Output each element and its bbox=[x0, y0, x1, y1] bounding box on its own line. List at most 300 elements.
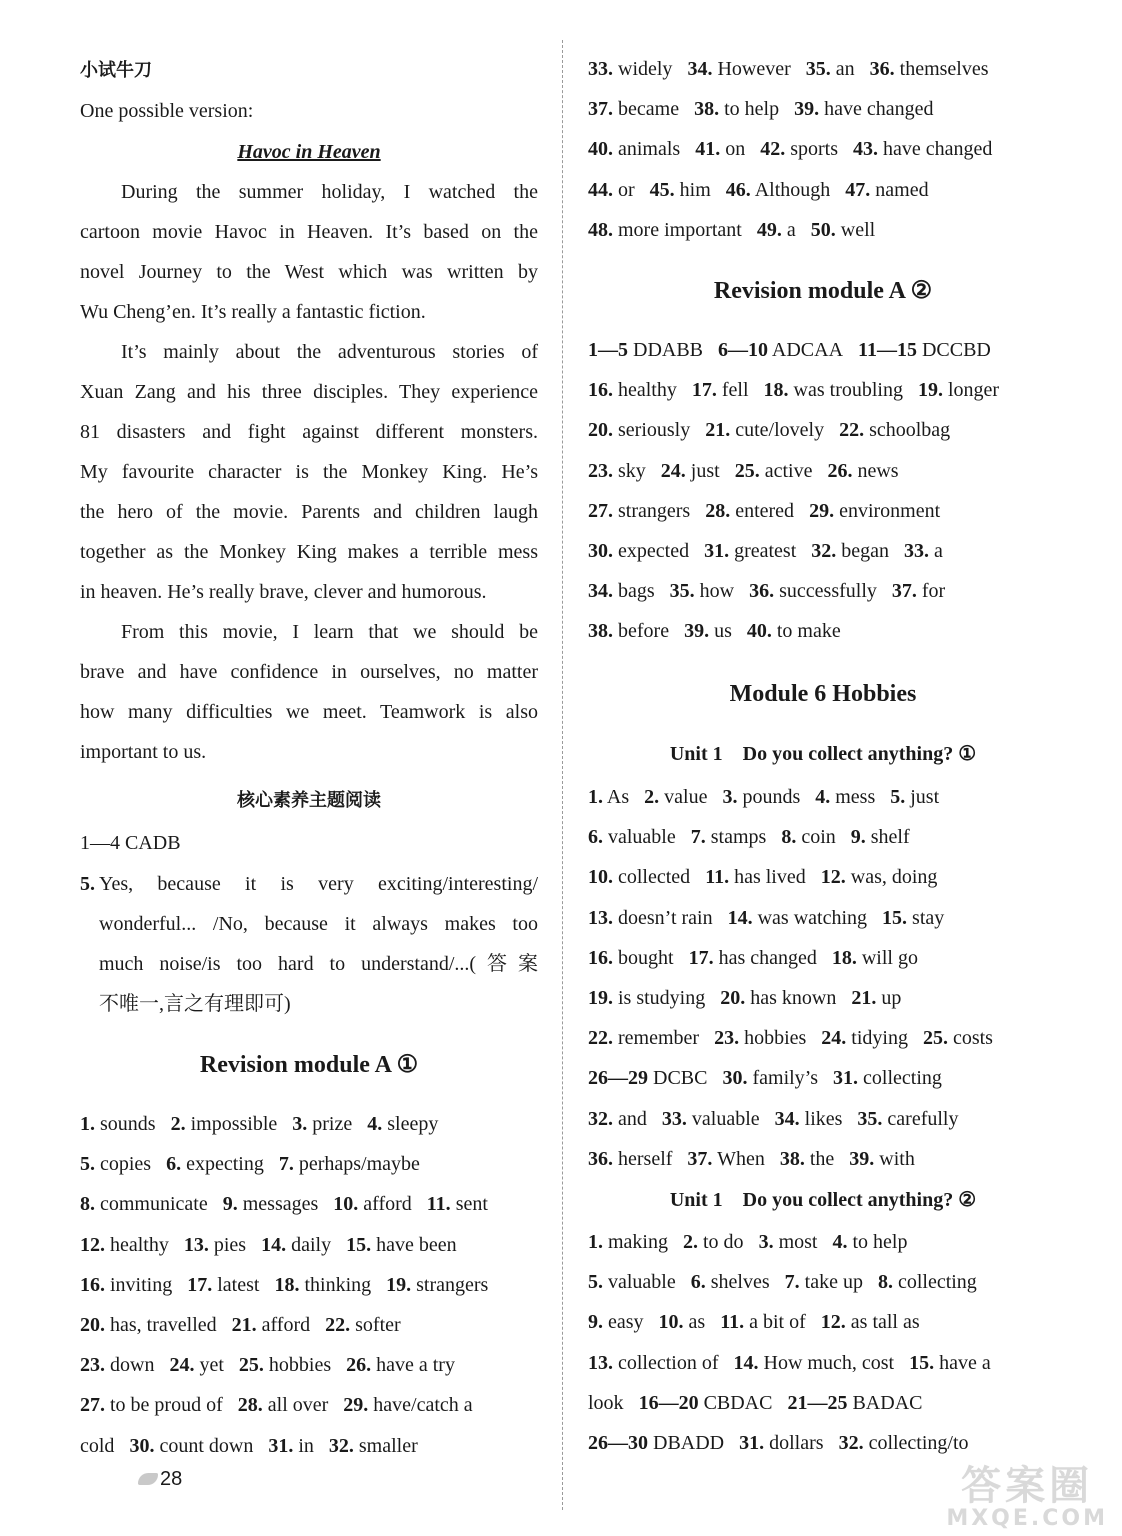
answer-row bbox=[80, 1312, 416, 1338]
essay-title: Havoc in Heaven bbox=[237, 141, 381, 163]
answer-row bbox=[588, 1065, 957, 1091]
answer-text: a bit of bbox=[749, 1311, 806, 1334]
answer-item bbox=[918, 379, 999, 401]
answer-number: 5. bbox=[80, 1153, 95, 1176]
answer-text: have/catch a bbox=[373, 1394, 473, 1417]
answer-text: became bbox=[618, 98, 680, 121]
answer-row bbox=[80, 1392, 488, 1418]
answer-item bbox=[821, 1027, 908, 1049]
answer-row bbox=[588, 217, 890, 243]
essay-line: My favourite character is the Monkey King. He’s bbox=[80, 461, 538, 483]
answer-text: Although bbox=[754, 178, 831, 201]
watermark-line-2: MXQE.COM bbox=[946, 1506, 1108, 1531]
answer-item bbox=[757, 219, 796, 241]
answer-text: When bbox=[717, 1147, 765, 1170]
answer-number: 8. bbox=[80, 1193, 95, 1216]
answer-text: on bbox=[725, 138, 746, 161]
answer-item bbox=[659, 1311, 706, 1333]
answer-text: How much, cost bbox=[763, 1351, 895, 1374]
answer-number: 10. bbox=[588, 866, 613, 889]
answer-number: 36. bbox=[869, 58, 895, 80]
answer-number: 43. bbox=[853, 138, 879, 161]
answer-text: have a try bbox=[376, 1354, 455, 1377]
answer-text: have been bbox=[376, 1233, 457, 1256]
answer-row bbox=[588, 1025, 1008, 1051]
answer-item bbox=[588, 907, 713, 929]
answer-item bbox=[691, 826, 767, 848]
unit-1-part-2-title: Unit 1 Do you collect anything? ② bbox=[669, 1189, 977, 1211]
answer-text: collecting bbox=[897, 1271, 977, 1294]
answer-item bbox=[588, 1148, 672, 1170]
answer-item bbox=[787, 1392, 922, 1414]
answer-row bbox=[588, 824, 925, 850]
answer-item bbox=[80, 1435, 114, 1457]
answer-text: DBADD bbox=[653, 1432, 725, 1454]
answer-item bbox=[588, 419, 690, 441]
answer-number: 25. bbox=[734, 459, 760, 482]
answer-number: 30. bbox=[722, 1067, 748, 1090]
essay-line: Wu Cheng’en. It’s really a fantastic fiction. bbox=[80, 301, 426, 323]
answer-item bbox=[858, 339, 991, 361]
answer-item bbox=[80, 1193, 208, 1215]
answer-text: active bbox=[764, 459, 813, 482]
answer-text: seriously bbox=[618, 419, 691, 442]
reading-q5-number: 5. bbox=[80, 873, 95, 895]
answer-text: longer bbox=[947, 379, 1000, 402]
answer-item bbox=[80, 1274, 172, 1296]
answer-number: 15. bbox=[882, 906, 908, 929]
answer-number: 41. bbox=[695, 138, 721, 161]
answer-number: 13. bbox=[588, 906, 613, 929]
answer-row bbox=[588, 337, 1006, 363]
answer-row bbox=[588, 1309, 935, 1335]
answer-number: 4. bbox=[815, 786, 831, 808]
answer-text: carefully bbox=[887, 1107, 959, 1130]
answer-text: communicate bbox=[100, 1193, 208, 1216]
answer-text: with bbox=[879, 1147, 915, 1170]
answer-number: 7. bbox=[278, 1153, 294, 1176]
answer-number: 33. bbox=[661, 1107, 687, 1130]
answer-item bbox=[851, 826, 910, 848]
answer-number: 46. bbox=[725, 178, 751, 201]
answer-number: 28. bbox=[705, 499, 731, 522]
answer-number: 3. bbox=[758, 1231, 774, 1253]
answer-text: an bbox=[835, 58, 855, 80]
answer-number: 44. bbox=[588, 178, 613, 201]
answer-text: down bbox=[110, 1354, 155, 1377]
answer-text: bags bbox=[618, 580, 655, 603]
answer-number: 40. bbox=[588, 138, 613, 161]
answer-item bbox=[329, 1435, 418, 1457]
answer-row bbox=[588, 458, 914, 484]
answer-item bbox=[588, 179, 635, 201]
answer-item bbox=[718, 339, 843, 361]
answer-number: 2. bbox=[683, 1231, 698, 1253]
reading-q5-line: wonderful... /No, because it always makes too bbox=[99, 913, 538, 935]
answer-number: 17. bbox=[688, 946, 714, 969]
answer-number: 1. bbox=[588, 1231, 603, 1253]
answer-text: collected bbox=[618, 866, 691, 889]
answer-item bbox=[695, 138, 745, 160]
answer-row bbox=[588, 985, 916, 1011]
answer-text: afford bbox=[261, 1314, 311, 1336]
answer-text: stay bbox=[912, 906, 945, 929]
answer-item bbox=[80, 1234, 169, 1256]
answer-text: ADCAA bbox=[771, 339, 844, 361]
answer-number: 29. bbox=[809, 499, 835, 522]
answer-number: 23. bbox=[80, 1354, 105, 1377]
answer-number: 31. bbox=[268, 1434, 294, 1457]
answer-number: 8. bbox=[781, 826, 797, 849]
answer-number: 39. bbox=[684, 620, 710, 643]
answer-number: 32. bbox=[328, 1434, 354, 1457]
answer-item bbox=[292, 1113, 352, 1135]
answer-item bbox=[670, 580, 734, 602]
answer-item bbox=[739, 1432, 823, 1454]
answer-item bbox=[760, 138, 838, 160]
answer-item bbox=[588, 1067, 707, 1089]
answer-number: 20. bbox=[588, 419, 613, 442]
answer-item bbox=[833, 1067, 942, 1089]
answer-item bbox=[80, 1153, 151, 1175]
module-6-title: Module 6 Hobbies bbox=[729, 681, 917, 707]
essay-line: From this movie, I learn that we should be bbox=[121, 621, 538, 643]
answer-number: 3. bbox=[722, 786, 738, 808]
answer-text: most bbox=[778, 1231, 818, 1253]
answer-text: making bbox=[608, 1231, 668, 1253]
answer-number: 16. bbox=[588, 379, 613, 402]
answer-item bbox=[261, 1234, 331, 1256]
answer-row bbox=[588, 177, 944, 203]
answer-item bbox=[726, 179, 830, 201]
answer-text: bought bbox=[618, 946, 674, 969]
answer-row bbox=[588, 498, 955, 524]
answer-text: to help bbox=[724, 98, 780, 121]
answer-number: 49. bbox=[756, 218, 782, 241]
answer-item bbox=[661, 460, 720, 482]
answer-item bbox=[832, 947, 918, 969]
answer-item bbox=[870, 58, 989, 80]
answer-text: valuable bbox=[691, 1107, 760, 1130]
answer-item bbox=[683, 1231, 744, 1253]
answer-number: 33. bbox=[588, 58, 613, 80]
answer-text: just bbox=[690, 459, 720, 482]
answer-number: 24. bbox=[821, 1027, 847, 1050]
answer-text: doesn’t rain bbox=[618, 906, 713, 929]
answer-text: have changed bbox=[883, 138, 993, 161]
answer-text: as bbox=[688, 1311, 706, 1334]
answer-text: collecting/to bbox=[868, 1432, 969, 1454]
answer-number: 35. bbox=[669, 580, 695, 603]
answer-text: strangers bbox=[416, 1273, 489, 1296]
answer-text: themselves bbox=[899, 58, 989, 80]
answer-text: collecting bbox=[863, 1067, 942, 1090]
answer-text: more important bbox=[618, 218, 742, 241]
answer-text: value bbox=[664, 786, 708, 808]
answer-row bbox=[588, 1390, 937, 1416]
answer-item bbox=[588, 1271, 676, 1293]
answer-number: 29. bbox=[343, 1394, 369, 1417]
answer-text: smaller bbox=[358, 1434, 418, 1457]
answer-number: 22. bbox=[588, 1027, 613, 1050]
answer-number: 35. bbox=[805, 58, 831, 80]
answer-text: DCCBD bbox=[921, 339, 991, 361]
answer-number: 9. bbox=[222, 1193, 238, 1216]
answer-item bbox=[588, 826, 676, 848]
answer-item bbox=[827, 460, 898, 482]
answer-item bbox=[223, 1193, 319, 1215]
answer-text: to make bbox=[776, 620, 841, 643]
answer-number: 18. bbox=[274, 1273, 300, 1296]
answer-item bbox=[832, 1231, 907, 1253]
answer-number: 6. bbox=[690, 1271, 706, 1294]
answer-number: 18. bbox=[831, 946, 857, 969]
answer-text: latest bbox=[217, 1273, 260, 1296]
essay-line: cartoon movie Havoc in Heaven. It’s based on the bbox=[80, 221, 538, 243]
answer-number: 24. bbox=[660, 459, 686, 482]
answer-number: 11. bbox=[705, 866, 730, 889]
answer-number: 48. bbox=[588, 218, 613, 241]
answer-item bbox=[691, 1271, 770, 1293]
answer-item bbox=[588, 1231, 668, 1253]
answer-row bbox=[588, 905, 959, 931]
answer-text: environment bbox=[839, 499, 941, 522]
answer-text: greatest bbox=[734, 540, 797, 562]
answer-number: 38. bbox=[694, 98, 720, 121]
answer-number: 21. bbox=[705, 419, 731, 442]
answer-number: 10. bbox=[333, 1193, 359, 1216]
answer-text: successfully bbox=[779, 580, 877, 603]
answer-row bbox=[588, 864, 952, 890]
answer-item bbox=[892, 580, 945, 602]
answer-text: copies bbox=[100, 1153, 152, 1176]
answer-row bbox=[80, 1352, 470, 1378]
answer-text: likes bbox=[804, 1107, 843, 1130]
answer-number: 6—10 bbox=[718, 339, 769, 361]
answer-text: was troubling bbox=[793, 379, 903, 402]
answer-row bbox=[80, 1151, 435, 1177]
answer-text: began bbox=[841, 540, 890, 562]
answer-number: 28. bbox=[237, 1394, 263, 1417]
answer-text: has changed bbox=[718, 946, 817, 969]
answer-row bbox=[80, 1433, 433, 1459]
answer-item bbox=[274, 1274, 371, 1296]
answer-text: for bbox=[921, 580, 946, 603]
answer-text: sky bbox=[618, 459, 646, 482]
answer-item bbox=[325, 1314, 401, 1336]
answer-number: 24. bbox=[169, 1354, 195, 1377]
answer-item bbox=[764, 379, 903, 401]
answer-item bbox=[268, 1435, 314, 1457]
answer-number: 26. bbox=[827, 459, 853, 482]
answer-number: 14. bbox=[261, 1233, 287, 1256]
answer-row bbox=[80, 1232, 472, 1258]
answer-text: daily bbox=[291, 1233, 332, 1256]
answer-item bbox=[704, 540, 796, 562]
answer-text: messages bbox=[242, 1193, 319, 1216]
answer-number: 34. bbox=[588, 580, 613, 603]
answer-row bbox=[588, 56, 1004, 82]
answer-item bbox=[759, 1231, 818, 1253]
answer-number: 14. bbox=[727, 906, 753, 929]
answer-number: 36. bbox=[749, 580, 775, 603]
answer-item bbox=[923, 1027, 993, 1049]
unit-1-part-1-title: Unit 1 Do you collect anything? ① bbox=[669, 743, 977, 765]
answer-number: 32. bbox=[811, 540, 837, 562]
answer-number: 16. bbox=[80, 1273, 105, 1296]
answer-text: news bbox=[857, 459, 899, 482]
answer-item bbox=[187, 1274, 259, 1296]
answer-text: a bbox=[786, 218, 796, 241]
reading-q5-line: Yes, because it is very exciting/interesting/ bbox=[99, 873, 538, 895]
answer-item bbox=[171, 1113, 278, 1135]
answer-text: sent bbox=[455, 1193, 488, 1216]
answer-item bbox=[386, 1274, 488, 1296]
answer-item bbox=[853, 138, 992, 160]
essay-line: how many difficulties we meet. Teamwork is also bbox=[80, 701, 538, 723]
answer-item bbox=[687, 1148, 764, 1170]
answer-text: was, doing bbox=[850, 866, 938, 889]
answer-text: healthy bbox=[618, 379, 677, 402]
answer-text: tidying bbox=[851, 1027, 908, 1050]
answer-item bbox=[811, 540, 889, 562]
answer-item bbox=[588, 98, 679, 120]
answer-text: pounds bbox=[742, 786, 801, 808]
answer-number: 6. bbox=[166, 1153, 182, 1176]
answer-text: impossible bbox=[190, 1113, 278, 1135]
answer-number: 34. bbox=[687, 58, 713, 80]
answer-item bbox=[588, 580, 655, 602]
reading-q5-line: much noise/is too hard to understand/...(答案 bbox=[99, 953, 538, 975]
answer-item bbox=[705, 500, 794, 522]
answer-number: 16. bbox=[588, 946, 613, 969]
answer-text: healthy bbox=[110, 1233, 169, 1256]
answer-item bbox=[169, 1354, 223, 1376]
answer-item bbox=[588, 786, 629, 808]
answer-number: 9. bbox=[850, 826, 866, 849]
essay-line: together as the Monkey King makes a terrible mess bbox=[80, 541, 538, 563]
answer-item bbox=[644, 786, 707, 808]
answer-item bbox=[239, 1354, 331, 1376]
intro-text: One possible version: bbox=[80, 100, 254, 122]
answer-text: named bbox=[875, 178, 929, 201]
answer-number: 21. bbox=[231, 1314, 257, 1336]
answer-item bbox=[714, 1027, 806, 1049]
answer-item bbox=[588, 219, 742, 241]
answer-text: yet bbox=[199, 1354, 224, 1377]
answer-number: 31. bbox=[739, 1432, 765, 1454]
answer-item bbox=[890, 786, 939, 808]
answer-item bbox=[129, 1435, 253, 1457]
answer-number: 10. bbox=[658, 1311, 684, 1334]
answer-text: remember bbox=[618, 1027, 700, 1050]
answer-text: collection of bbox=[618, 1351, 719, 1374]
answer-row bbox=[588, 1350, 1006, 1376]
answer-item bbox=[588, 1311, 644, 1333]
answer-item bbox=[749, 580, 877, 602]
answer-text: DDABB bbox=[633, 339, 704, 361]
answer-number: 20. bbox=[80, 1314, 105, 1336]
answer-number: 25. bbox=[922, 1027, 948, 1050]
answer-text: hobbies bbox=[268, 1354, 332, 1377]
answer-item bbox=[785, 1271, 863, 1293]
answer-text: cute/lovely bbox=[735, 419, 825, 442]
answer-number: 16—20 bbox=[638, 1391, 699, 1414]
answer-number: 22. bbox=[325, 1314, 351, 1336]
answer-item bbox=[588, 1027, 699, 1049]
answer-text: before bbox=[618, 620, 670, 643]
page-number bbox=[138, 1468, 182, 1491]
answer-row bbox=[588, 538, 958, 564]
answer-text: family’s bbox=[752, 1067, 819, 1090]
answer-item bbox=[821, 866, 938, 888]
answer-number: 30. bbox=[588, 540, 613, 562]
answer-item bbox=[588, 500, 690, 522]
answer-number: 23. bbox=[714, 1027, 740, 1050]
answer-number: 32. bbox=[838, 1432, 864, 1454]
essay-line: novel Journey to the West which was written by bbox=[80, 261, 538, 283]
answer-number: 12. bbox=[820, 1311, 846, 1334]
answer-item bbox=[588, 987, 705, 1009]
answer-number: 11—15 bbox=[858, 339, 917, 361]
answer-number: 4. bbox=[832, 1231, 848, 1253]
answer-item bbox=[780, 1148, 834, 1170]
answer-item bbox=[166, 1153, 264, 1175]
answer-text: to do bbox=[703, 1231, 744, 1253]
answer-number: 31. bbox=[704, 540, 730, 562]
answer-number: 47. bbox=[845, 178, 871, 201]
answer-item bbox=[735, 460, 813, 482]
answer-item bbox=[588, 339, 703, 361]
answer-number: 14. bbox=[733, 1351, 759, 1374]
answer-number: 15. bbox=[346, 1233, 372, 1256]
essay-line: brave and have confidence in ourselves, no matter bbox=[80, 661, 538, 683]
answer-text: as tall as bbox=[850, 1311, 920, 1334]
essay-line: 81 disasters and fight against different monsters. bbox=[80, 421, 538, 443]
answer-row bbox=[80, 1191, 503, 1217]
answer-text: BADAC bbox=[852, 1391, 923, 1414]
answer-number: 6. bbox=[588, 826, 603, 849]
answer-item bbox=[684, 620, 732, 642]
answer-number: 20. bbox=[720, 987, 746, 1009]
answer-number: 22. bbox=[839, 419, 865, 442]
revision-a2-title: Revision module A ② bbox=[713, 278, 933, 304]
answer-item bbox=[728, 907, 867, 929]
answer-item bbox=[588, 1432, 724, 1454]
answer-row bbox=[588, 377, 1014, 403]
answer-item bbox=[845, 179, 928, 201]
answer-text: sounds bbox=[100, 1113, 156, 1135]
answer-number: 36. bbox=[588, 1147, 613, 1170]
answer-number: 7. bbox=[690, 826, 706, 849]
answer-number: 23. bbox=[588, 459, 613, 482]
answer-item bbox=[904, 540, 943, 562]
answer-number: 9. bbox=[588, 1311, 603, 1334]
answer-item bbox=[588, 460, 646, 482]
answer-row bbox=[588, 96, 948, 122]
answer-row bbox=[588, 784, 954, 810]
answer-row bbox=[80, 1111, 453, 1137]
answer-number: 13. bbox=[183, 1233, 209, 1256]
answer-number: 45. bbox=[649, 178, 675, 201]
answer-number: 34. bbox=[774, 1107, 800, 1130]
answer-number: 5. bbox=[890, 786, 906, 808]
answer-number: 8. bbox=[877, 1271, 893, 1294]
answer-text: cold bbox=[80, 1434, 115, 1457]
answer-text: shelf bbox=[870, 826, 910, 849]
answer-text: sports bbox=[790, 138, 839, 161]
answer-text: schoolbag bbox=[869, 419, 951, 442]
